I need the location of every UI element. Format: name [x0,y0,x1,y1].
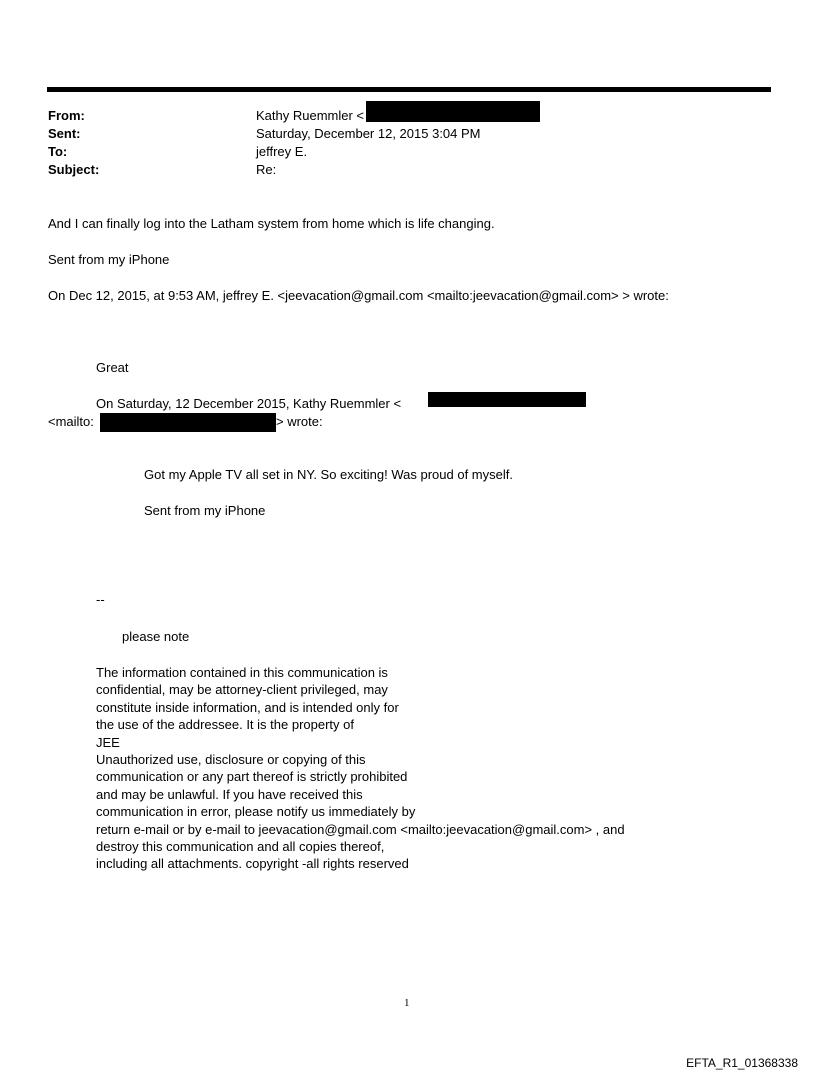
disclaimer-line: return e-mail or by e-mail to jeevacation@gmail.com <mailto:jeevacation@gmail.com> , and [96,821,625,837]
disclaimer-line: destroy this communication and all copies thereof, [96,839,385,855]
subject-label: Subject: [48,162,100,177]
nested-message: Got my Apple TV all set in NY. So exciting! Was proud of myself. [144,467,513,482]
disclaimer-line: the use of the addressee. It is the property of [96,717,354,733]
disclaimer-line: JEE [96,734,120,750]
body-signature: Sent from my iPhone [48,252,170,267]
disclaimer-line: communication in error, please notify us immediately by [96,804,416,820]
signature-dashes: -- [96,592,105,607]
subject-value: Re: [256,162,277,177]
disclaimer-line: and may be unlawful. If you have received this [96,786,363,802]
disclaimer-line: including all attachments. copyright -all rights reserved [96,856,409,872]
page-number: 1 [404,997,410,1009]
disclaimer-line: constitute inside information, and is intended only for [96,699,399,715]
sent-value: Saturday, December 12, 2015 3:04 PM [256,126,481,141]
redaction-quoted-mailto [100,413,276,432]
quote-intro: On Dec 12, 2015, at 9:53 AM, jeffrey E. <jeevacation@gmail.com <mailto:jeevacation@gmail.com> > wrote: [48,288,669,303]
disclaimer-block [96,664,625,873]
document-id: EFTA_R1_01368338 [686,1056,798,1070]
header-divider [47,87,771,92]
quoted-reply: Great [96,360,129,375]
from-label: From: [48,108,85,123]
body-line: And I can finally log into the Latham system from home which is life changing. [48,216,495,231]
nested-signature: Sent from my iPhone [144,503,266,518]
disclaimer-line: Unauthorized use, disclosure or copying of this [96,752,366,768]
redaction-quoted-email [428,392,586,407]
to-label: To: [48,144,68,159]
quoted-intro: On Saturday, 12 December 2015, Kathy Ruemmler < [96,396,402,411]
from-value: Kathy Ruemmler < [256,108,365,123]
sent-label: Sent: [48,126,81,141]
disclaimer-line: communication or any part thereof is strictly prohibited [96,769,408,785]
signature-note: please note [122,629,190,644]
disclaimer-line: The information contained in this communication is [96,665,388,680]
redaction-from-email [366,101,540,122]
quoted-mailto-prefix: <mailto: [48,414,94,429]
disclaimer-line: confidential, may be attorney-client privileged, may [96,682,388,698]
to-value: jeffrey E. [256,144,308,159]
quoted-wrote: > wrote: [276,414,323,429]
